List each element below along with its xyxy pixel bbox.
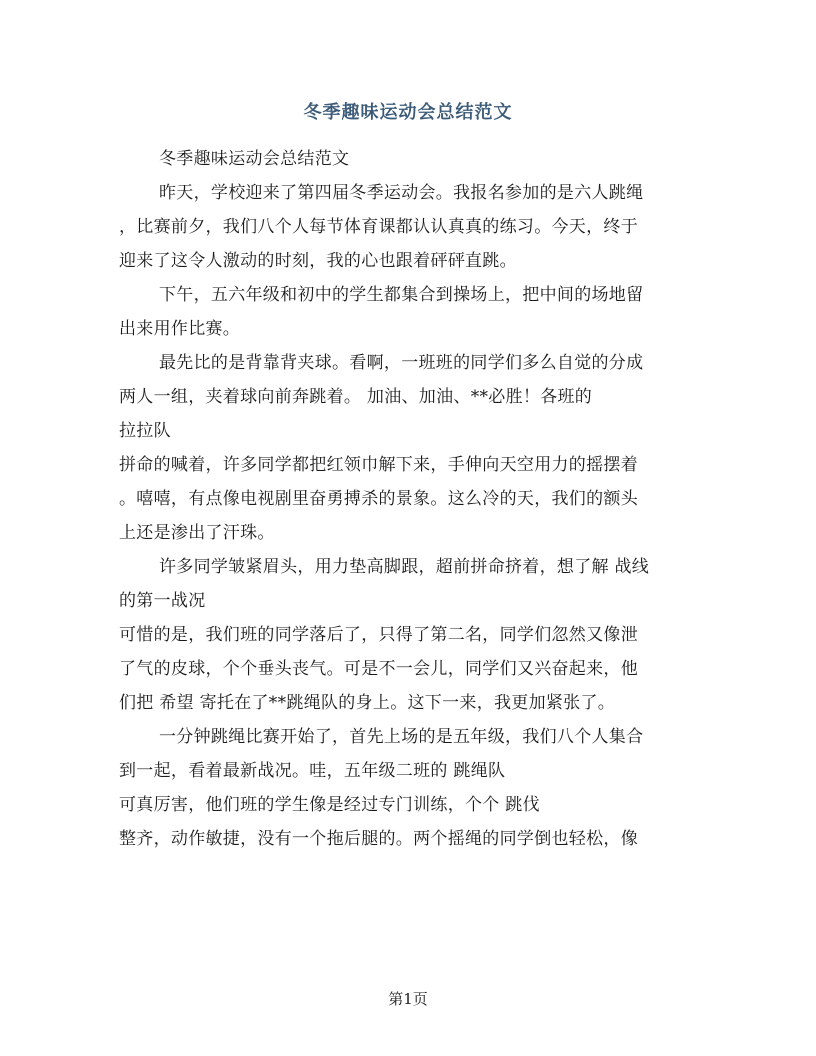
paragraph-line: 下午，五六年级和初中的学生都集合到操场上，把中间的场地留 bbox=[159, 285, 644, 305]
paragraph-line: 许多同学皱紧眉头，用力垫高脚跟，超前拼命挤着，想了解 战线 bbox=[159, 557, 650, 577]
paragraph-line: 拼命的喊着，许多同学都把红领巾解下来，手伸向天空用力的摇摆着 bbox=[119, 455, 638, 475]
paragraph-line: 最先比的是背靠背夹球。看啊，一班班的同学们多么自觉的分成 bbox=[159, 353, 644, 373]
paragraph-line: 。嘻嘻，有点像电视剧里奋勇搏杀的景象。这么冷的天，我们的额头 bbox=[119, 489, 638, 509]
document-body bbox=[119, 142, 699, 856]
paragraph-line: 一分钟跳绳比赛开始了，首先上场的是五年级，我们八个人集合 bbox=[159, 727, 644, 747]
paragraph-line: 了气的皮球，个个垂头丧气。可是不一会儿，同学们又兴奋起来，他 bbox=[119, 659, 638, 679]
paragraph-line: 迎来了这令人激动的时刻，我的心也跟着砰砰直跳。 bbox=[119, 251, 517, 271]
paragraph-line: 昨天，学校迎来了第四届冬季运动会。我报名参加的是六人跳绳 bbox=[159, 183, 644, 203]
paragraph-line: 上还是渗出了汗珠。 bbox=[119, 523, 275, 543]
paragraph-line: 冬季趣味运动会总结范文 bbox=[159, 149, 350, 169]
page-number: 第1页 bbox=[388, 990, 428, 1008]
paragraph-line: 两人一组，夹着球向前奔跳着。 加油、加油、**必胜！各班的 bbox=[119, 387, 593, 407]
paragraph-line: 整齐，动作敏捷，没有一个拖后腿的。两个摇绳的同学倒也轻松，像 bbox=[119, 829, 638, 849]
paragraph-line: 们把 希望 寄托在了**跳绳队的身上。这下一来，我更加紧张了。 bbox=[119, 693, 616, 713]
paragraph-line: 可惜的是，我们班的同学落后了，只得了第二名，同学们忽然又像泄 bbox=[119, 625, 638, 645]
paragraph-line: 拉拉队 bbox=[119, 421, 171, 441]
document-title: 冬季趣味运动会总结范文 bbox=[303, 102, 513, 123]
paragraph-line: 出来用作比赛。 bbox=[119, 319, 241, 339]
paragraph-line: ，比赛前夕，我们八个人每节体育课都认认真真的练习。今天，终于 bbox=[119, 217, 638, 237]
paragraph-line: 到一起，看着最新战况。哇，五年级二班的 跳绳队 bbox=[119, 761, 506, 781]
paragraph-line: 的第一战况 bbox=[119, 591, 206, 611]
paragraph-line: 可真厉害，他们班的学生像是经过专门训练，个个 跳伐 bbox=[119, 795, 540, 815]
